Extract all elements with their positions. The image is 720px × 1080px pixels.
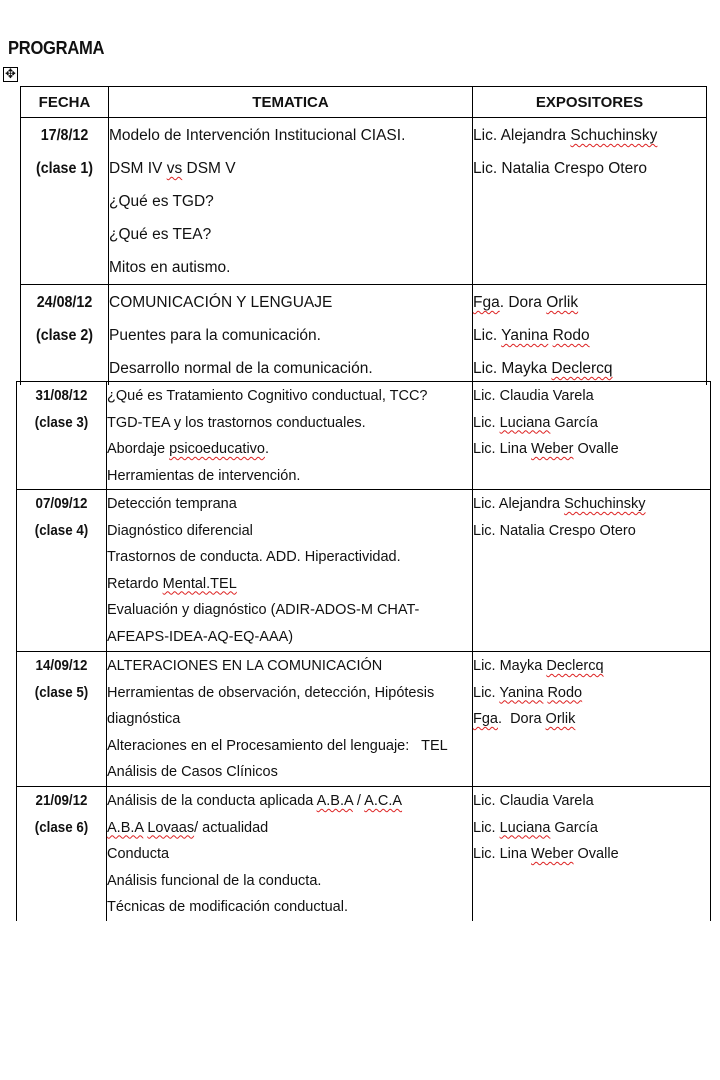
session-date: 21/09/12 <box>35 793 88 809</box>
table-row <box>21 285 707 386</box>
session-date: 31/08/12 <box>35 388 88 404</box>
topic-item: Técnicas de modificación conductual. <box>107 899 348 915</box>
table-row <box>17 490 711 652</box>
topic-item: ¿Qué es TGD? <box>109 193 214 210</box>
speaker-item: Lic. Lina Weber Ovalle <box>473 846 619 862</box>
speaker-item: Lic. Lina Weber Ovalle <box>473 441 619 457</box>
table-row <box>17 382 711 490</box>
session-number: (clase 1) <box>35 160 94 177</box>
header-expositores: EXPOSITORES <box>473 87 707 118</box>
speaker-item: Lic. Claudia Varela <box>473 793 594 809</box>
topic-item: Análisis funcional de la conducta. <box>107 872 322 889</box>
speaker-item: Lic. Luciana García <box>473 819 598 836</box>
topic-item: Modelo de Intervención Institucional CIASI. <box>109 127 406 144</box>
speakers-cell <box>473 490 711 652</box>
topic-item: TGD-TEA y los trastornos conductuales. <box>107 414 366 431</box>
session-number: (clase 3) <box>34 414 89 431</box>
topic-item: diagnóstica <box>107 711 181 727</box>
topic-item: Retardo Mental.TEL <box>107 575 237 592</box>
topic-item: A.B.A Lovaas/ actualidad <box>107 819 269 836</box>
program-table-part-1 <box>20 86 707 385</box>
program-table-part-2 <box>16 381 711 921</box>
topics-cell <box>109 285 473 386</box>
speaker-item: Lic. Luciana García <box>473 414 598 431</box>
table-row <box>17 652 711 787</box>
speaker-item: Lic. Natalia Crespo Otero <box>473 160 648 177</box>
speaker-item: Fga. Dora Orlik <box>473 711 576 727</box>
table-row <box>17 787 711 921</box>
page-title: PROGRAMA <box>8 38 105 58</box>
topic-item: Herramientas de intervención. <box>107 467 301 484</box>
speaker-item: Lic. Yanina Rodo <box>473 684 583 701</box>
topic-item: ¿Qué es TEA? <box>109 226 212 243</box>
session-date: 24/08/12 <box>36 294 93 311</box>
session-date: 14/09/12 <box>35 658 88 674</box>
session-number: (clase 4) <box>34 522 89 539</box>
session-date: 17/8/12 <box>40 127 89 144</box>
date-cell <box>17 490 107 652</box>
speaker-item: Fga. Dora Orlik <box>473 294 579 311</box>
date-cell <box>21 118 109 285</box>
topics-cell <box>107 652 473 787</box>
topic-item: Análisis de Casos Clínicos <box>107 764 278 780</box>
speaker-item: Lic. Mayka Declercq <box>473 360 613 377</box>
topic-item: AFEAPS-IDEA-AQ-EQ-AAA) <box>107 628 294 645</box>
speakers-cell <box>473 652 711 787</box>
topic-item: Trastornos de conducta. ADD. Hiperactividad. <box>107 549 401 565</box>
topic-item: Puentes para la comunicación. <box>109 327 321 344</box>
topics-cell <box>107 490 473 652</box>
session-date: 07/09/12 <box>35 496 88 512</box>
topic-item: Desarrollo normal de la comunicación. <box>109 360 373 377</box>
speakers-cell <box>473 787 711 921</box>
speaker-item: Lic. Mayka Declercq <box>473 658 604 674</box>
header-tematica: TEMATICA <box>109 87 473 118</box>
session-number: (clase 2) <box>35 327 94 344</box>
speakers-cell <box>473 285 707 386</box>
topic-item: Diagnóstico diferencial <box>107 522 253 539</box>
date-cell <box>17 382 107 490</box>
speakers-cell <box>473 382 711 490</box>
topic-item: Análisis de la conducta aplicada A.B.A / A.C.A <box>107 793 403 809</box>
topic-item: ¿Qué es Tratamiento Cognitivo conductual, TCC? <box>107 388 428 404</box>
topic-item: COMUNICACIÓN Y LENGUAJE <box>109 294 333 311</box>
speakers-cell <box>473 118 707 285</box>
date-cell <box>17 652 107 787</box>
speaker-item: Lic. Claudia Varela <box>473 388 594 404</box>
session-number: (clase 5) <box>34 684 89 701</box>
table-move-handle-icon[interactable]: ✥ <box>3 67 18 82</box>
topic-item: Mitos en autismo. <box>109 259 231 276</box>
header-fecha: FECHA <box>21 87 109 118</box>
topic-item: DSM IV vs DSM V <box>109 160 236 177</box>
speaker-item: Lic. Natalia Crespo Otero <box>473 522 636 539</box>
table-header-row <box>21 87 707 118</box>
table-row <box>21 118 707 285</box>
speaker-item: Lic. Alejandra Schuchinsky <box>473 127 658 144</box>
topic-item: Conducta <box>107 846 170 862</box>
topic-item: Herramientas de observación, detección, Hipótesis <box>107 684 435 701</box>
date-cell <box>17 787 107 921</box>
speaker-item: Lic. Yanina Rodo <box>473 327 590 344</box>
topic-item: Evaluación y diagnóstico (ADIR-ADOS-M CHAT- <box>107 602 420 618</box>
speaker-item: Lic. Alejandra Schuchinsky <box>473 496 646 512</box>
topic-item: ALTERACIONES EN LA COMUNICACIÓN <box>107 658 383 674</box>
topic-item: Detección temprana <box>107 496 237 512</box>
topic-item: Alteraciones en el Procesamiento del lenguaje: TEL <box>107 737 448 754</box>
session-number: (clase 6) <box>34 819 89 836</box>
topics-cell <box>107 787 473 921</box>
date-cell <box>21 285 109 386</box>
topics-cell <box>109 118 473 285</box>
topic-item: Abordaje psicoeducativo. <box>107 441 270 457</box>
topics-cell <box>107 382 473 490</box>
